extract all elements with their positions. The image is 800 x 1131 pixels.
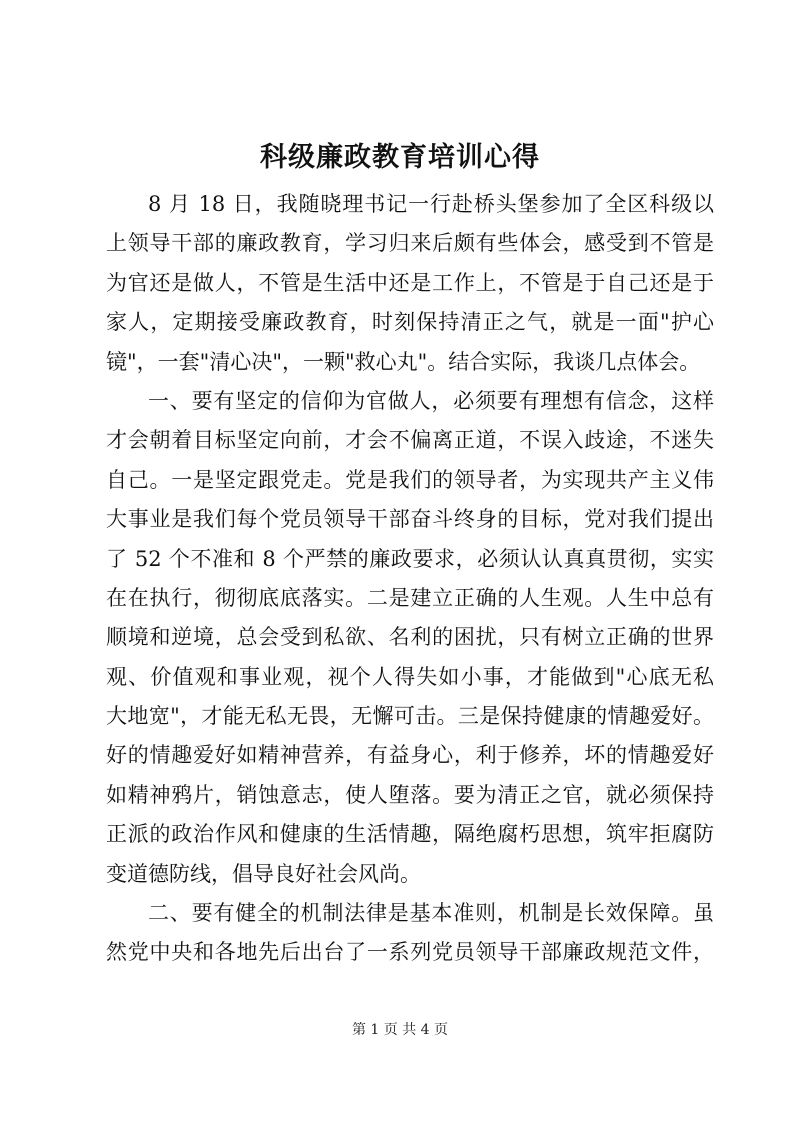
text-line: 变道德防线，倡导良好社会风尚。 [106,861,421,886]
text-line: 顺境和逆境，总会受到私欲、名利的困扰，只有树立正确的世界 [106,625,714,650]
text-line: 在在执行，彻彻底底落实。二是建立正确的人生观。人生中总有 [106,585,714,610]
text-line: 8 月 18 日，我随晓理书记一行赴桥头堡参加了全区科级以 [148,192,714,216]
text-line: 好的情趣爱好如精神营养，有益身心，利于修养，坏的情趣爱好 [106,743,714,768]
text-line: 二、要有健全的机制法律是基本准则，机制是长效保障。虽 [148,901,714,926]
text-line: 大事业是我们每个党员领导干部奋斗终身的目标，党对我们提出 [106,507,714,532]
text-line: 家人，定期接受廉政教育，时刻保持清正之气，就是一面"护心 [106,310,714,335]
text-line: 镜"，一套"清心决"，一颗"救心丸"。结合实际，我谈几点体会。 [106,349,701,374]
text-line: 然党中央和各地先后出台了一系列党员领导干部廉政规范文件， [106,940,714,965]
text-line: 为官还是做人，不管是生活中还是工作上，不管是于自己还是于 [106,270,714,295]
text-line: 正派的政治作风和健康的生活情趣，隔绝腐朽思想，筑牢拒腐防 [106,822,714,847]
page-footer: 第 1 页 共 4 页 [351,1022,449,1038]
text-line: 了 52 个不准和 8 个严禁的廉政要求，必须认认真真贯彻，实实 [106,546,714,571]
text-line: 大地宽"，才能无私无畏，无懈可击。三是保持健康的情趣爱好。 [106,704,714,729]
text-line: 上领导干部的廉政教育，学习归来后颇有些体会，感受到不管是 [106,231,714,256]
text-line: 观、价值观和事业观，视个人得失如小事，才能做到"心底无私 [106,664,714,689]
document-title: 科级廉政教育培训心得 [260,142,540,173]
text-line: 如精神鸦片，销蚀意志，使人堕落。要为清正之官，就必须保持 [106,782,714,807]
text-line: 自己。一是坚定跟党走。党是我们的领导者，为实现共产主义伟 [106,467,714,492]
text-line: 一、要有坚定的信仰为官做人，必须要有理想有信念，这样 [148,388,714,413]
document-body [106,185,714,973]
text-line: 才会朝着目标坚定向前，才会不偏离正道，不误入歧途，不迷失 [106,428,714,453]
